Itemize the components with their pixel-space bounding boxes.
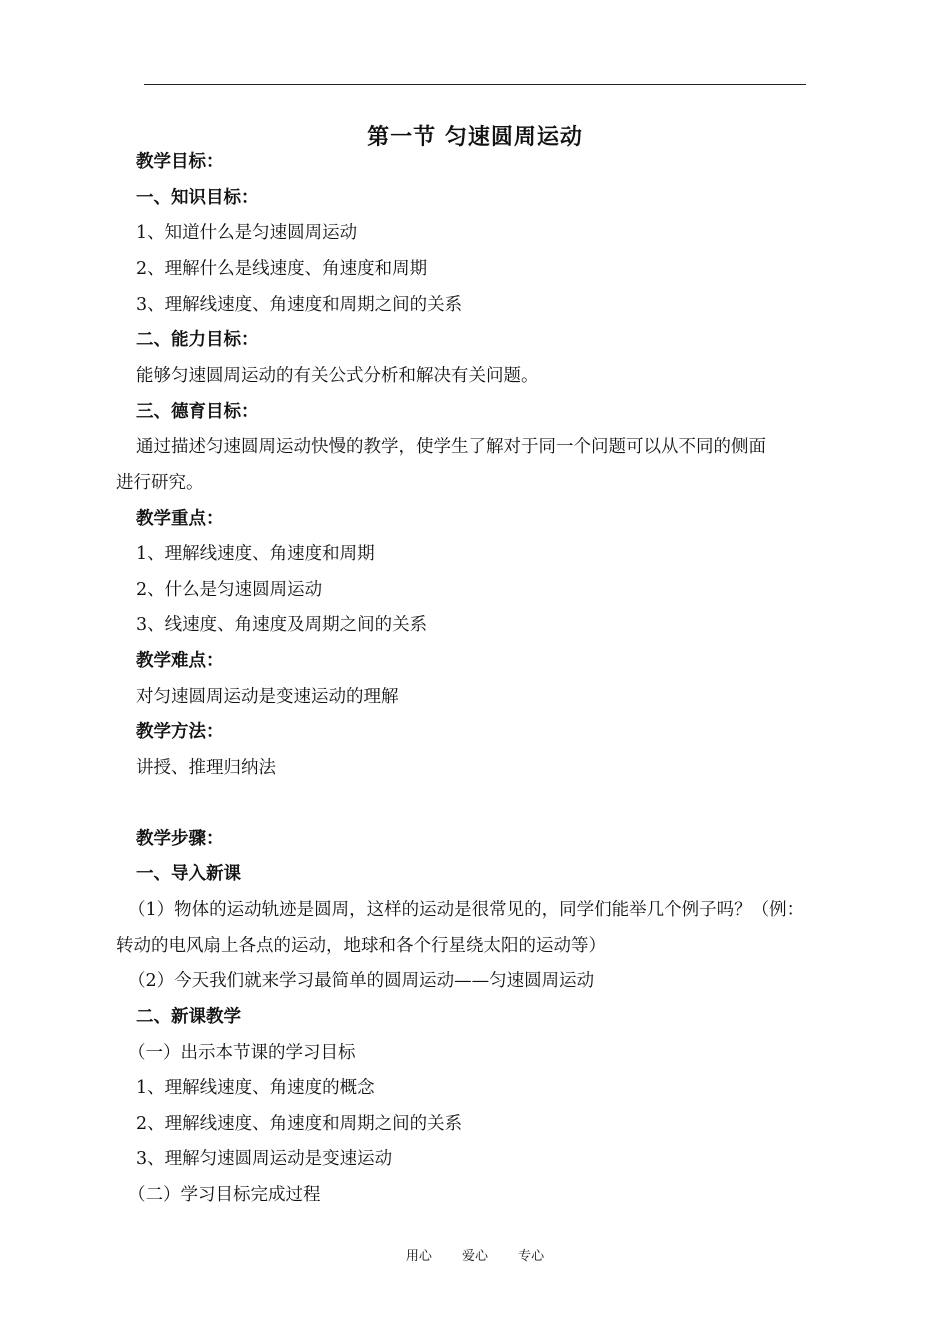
methods-text: 讲授、推理归纳法 bbox=[136, 758, 276, 778]
knowledge-goal-3: 3、理解线速度、角速度和周期之间的关系 bbox=[136, 295, 463, 315]
objective-3: 3、理解匀速圆周运动是变速运动 bbox=[136, 1149, 393, 1169]
ability-goal: 能够匀速圆周运动的有关公式分析和解决有关问题。 bbox=[136, 366, 539, 386]
knowledge-goal-1: 1、知道什么是匀速圆周运动 bbox=[136, 223, 358, 243]
key-point-2: 2、什么是匀速圆周运动 bbox=[136, 580, 323, 600]
heading-new-lesson: 二、新课教学 bbox=[136, 1007, 241, 1027]
subheading-process: （二）学习目标完成过程 bbox=[128, 1185, 321, 1205]
key-point-3: 3、线速度、角速度及周期之间的关系 bbox=[136, 615, 428, 635]
heading-methods: 教学方法： bbox=[136, 722, 224, 742]
intro-paragraph-1-line-2: 转动的电风扇上各点的运动，地球和各个行星绕太阳的运动等） bbox=[116, 936, 606, 956]
objective-1: 1、理解线速度、角速度的概念 bbox=[136, 1078, 375, 1098]
subheading-objectives: （一）出示本节课的学习目标 bbox=[128, 1043, 356, 1063]
footer-text-2: 爱心 bbox=[461, 1249, 488, 1264]
heading-key-points: 教学重点： bbox=[136, 509, 224, 529]
page-footer bbox=[0, 1248, 950, 1266]
heading-teaching-goals: 教学目标： bbox=[136, 152, 224, 172]
footer-text-3: 专心 bbox=[518, 1249, 545, 1264]
heading-teaching-steps: 教学步骤： bbox=[136, 829, 224, 849]
intro-paragraph-1-line-1: （1）物体的运动轨迹是圆周，这样的运动是很常见的，同学们能举几个例子吗？（例： bbox=[128, 900, 805, 920]
knowledge-goal-2: 2、理解什么是线速度、角速度和周期 bbox=[136, 259, 428, 279]
difficulty-text: 对匀速圆周运动是变速运动的理解 bbox=[136, 687, 399, 707]
footer-text-1: 用心 bbox=[405, 1249, 432, 1264]
heading-difficulties: 教学难点： bbox=[136, 651, 224, 671]
moral-goal-line-2: 进行研究。 bbox=[116, 473, 204, 493]
objective-2: 2、理解线速度、角速度和周期之间的关系 bbox=[136, 1114, 463, 1134]
heading-intro: 一、导入新课 bbox=[136, 864, 241, 884]
page-title: 第一节 匀速圆周运动 bbox=[367, 124, 583, 150]
intro-paragraph-2: （2）今天我们就来学习最简单的圆周运动——匀速圆周运动 bbox=[128, 971, 595, 991]
heading-ability-goals: 二、能力目标： bbox=[136, 330, 259, 350]
heading-knowledge-goals: 一、知识目标： bbox=[136, 188, 259, 208]
key-point-1: 1、理解线速度、角速度和周期 bbox=[136, 544, 375, 564]
header-rule bbox=[144, 84, 806, 85]
moral-goal-line-1: 通过描述匀速圆周运动快慢的教学，使学生了解对于同一个问题可以从不同的侧面 bbox=[136, 437, 766, 457]
heading-moral-goals: 三、德育目标： bbox=[136, 402, 259, 422]
